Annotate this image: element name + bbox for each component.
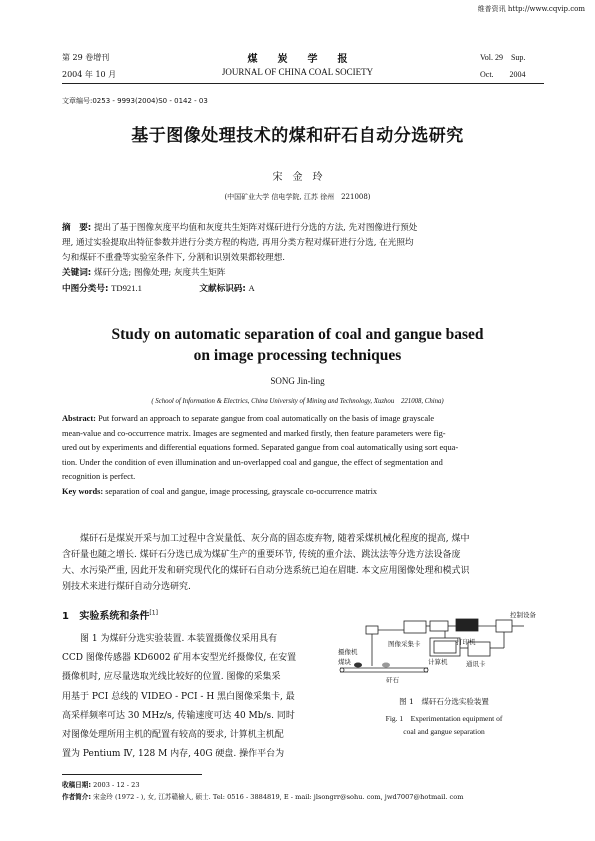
footnote-rule: [62, 774, 202, 775]
intro-line: 含矸量也随之增长. 煤矸石分选已成为煤矿生产的重要环节, 传统的重介法、跳汰法等分选方法设备庞: [62, 550, 461, 560]
section-1-line: 摄像机时, 应尽量选取光线比较好的位置. 图像的采集采: [62, 672, 281, 683]
doc-code-label: 文献标识码:: [199, 284, 246, 294]
abstract-cn-line: 提出了基于图像灰度平均值和灰度共生矩阵对煤矸进行分选的方法, 先对图像进行预处: [93, 223, 418, 233]
abstract-en: [62, 412, 546, 500]
label-comm-card: 通讯卡: [466, 660, 486, 668]
figure-1-diagram: [338, 606, 548, 696]
volume-en: Vol. 29 Sup.: [480, 53, 526, 62]
section-1-line: 对图像处理所用主机的配置有较高的要求, 计算机主机配: [62, 730, 284, 741]
capture-card-shape: [404, 621, 426, 633]
date-en: Oct. 2004: [480, 70, 526, 79]
affiliation-cn: (中国矿业大学 信电学院, 江苏 徐州 221008): [224, 193, 371, 201]
section-1-line: 用基于 PCI 总线的 VIDEO - PCI - H 黑白图像采集卡, 最: [62, 691, 295, 702]
abstract-cn-line: 匀和煤矸不重叠等实验室条件下, 分割和识别效果都较理想.: [62, 253, 286, 263]
label-printer: 打印机: [456, 638, 476, 646]
received-date: 2003 - 12 - 23: [93, 781, 140, 789]
author-info-label: 作者简介:: [62, 793, 92, 801]
paper-title-en-line: on image processing techniques: [193, 347, 402, 364]
clc-value: TD921.1: [111, 283, 142, 293]
label-camera: 摄像机: [338, 648, 358, 656]
paper-title-en: [0, 324, 595, 366]
abstract-en-line: ured out by experiments and differential equations formed. Separated gangue from coal automatically using sort equa-: [62, 443, 459, 453]
coal-piece: [354, 663, 362, 668]
received-label: 收稿日期:: [62, 781, 92, 789]
section-title: 实验系统和条件: [79, 611, 150, 622]
section-ref: [1]: [149, 609, 158, 617]
abstract-en-line: Put forward an approach to separate gangue from coal automatically on the basis of image grayscale: [98, 414, 435, 423]
keywords-cn-label: 关键词:: [62, 268, 92, 278]
watermark: 维普资讯 http://www.cqvip.com: [477, 5, 585, 13]
keywords-cn: 煤矸分选; 图像处理; 灰度共生矩阵: [93, 268, 226, 278]
label-control: 控制设备: [510, 611, 536, 619]
paper-title-en-line: Study on automatic separation of coal and gangue based: [111, 326, 484, 343]
figure-1-caption-en-1: Fig. 1 Experimentation equipment of: [385, 714, 503, 723]
abstract-en-line: mean-value and co-occurrence matrix. Images are segmented and marked firstly, then feature parameters were fig-: [62, 428, 446, 438]
header-rule: [62, 83, 544, 84]
section-1-line: CCD 图像传感器 KD6002 矿用本安型光纤摄像仪, 在安置: [62, 653, 297, 664]
abstract-en-label: Abstract:: [62, 414, 96, 423]
abstract-en-line: tion. Under the condition of even illumination and un-overlapped coal and gangue, the effect of segmentation and: [62, 457, 443, 467]
abstract-cn-line: 理, 通过实验提取出特征参数并进行分类方程的构造, 再用分类方程对煤矸进行分选, 在光照均: [62, 238, 414, 248]
section-1-line: 置为 Pentium Ⅳ, 128 M 内存, 40G 硬盘. 操作平台为: [62, 749, 285, 760]
abstract-en-line: recognition is perfect.: [62, 472, 136, 482]
volume-cn: 第 29 卷增刊: [62, 53, 110, 62]
label-capture-card: 图像采集卡: [388, 640, 421, 648]
gangue-piece: [382, 663, 390, 668]
section-1-heading: [62, 607, 158, 622]
label-computer: 计算机: [428, 658, 448, 666]
journal-title-cn: 煤 炭 学 报: [247, 54, 348, 65]
doc-code-value: A: [248, 283, 255, 293]
intro-line: 煤矸石是煤炭开采与加工过程中含炭量低、灰分高的固态废弃物, 随着采煤机械化程度的提高, 煤中: [80, 534, 470, 544]
printer-shape: [456, 619, 478, 631]
author-info: 宋金玲 (1972 - ), 女, 江苏赣榆人, 硕士. Tel: 0516 - 3884819, E - mail: jlsongrr@sohu. com, jwd7007@hotmail. com: [93, 793, 464, 801]
intro-line: 别技术来进行煤矸自动分选研究.: [62, 582, 191, 592]
section-1-text: [62, 630, 337, 764]
author-en: SONG Jin-ling: [270, 376, 325, 386]
article-id: 文章编号:0253 - 9993(2004)S0 - 0142 - 03: [62, 97, 208, 105]
label-gangue: 矸石: [386, 676, 399, 684]
intro-paragraph: [62, 531, 546, 595]
camera-shape: [366, 626, 378, 634]
clc-label: 中图分类号:: [62, 284, 109, 294]
section-number: 1: [62, 611, 69, 622]
affiliation-en: ( School of Information & Electrics, China University of Mining and Technology, Xuzhou 221008, China): [151, 398, 444, 405]
figure-1-caption-en-2: coal and gangue separation: [403, 727, 485, 736]
date-cn: 2004 年 10 月: [62, 70, 117, 79]
keywords-en-label: Key words:: [62, 486, 104, 496]
figure-1-caption-cn: 图 1 煤矸石分选实验装置: [399, 697, 489, 706]
abstract-cn-label: 摘 要:: [62, 223, 92, 233]
intro-line: 大、水污染严重, 因此开发和研究现代化的煤矸石自动分选系统已迫在眉睫. 本文应用图像处理和模式识: [62, 566, 470, 576]
paper-title-cn: 基于图像处理技术的煤和矸石自动分选研究: [131, 126, 464, 146]
keywords-en: separation of coal and gangue, image processing, grayscale co-occurrence matrix: [105, 486, 378, 496]
author-cn: 宋 金 玲: [272, 172, 323, 183]
abstract-cn: [62, 221, 544, 297]
journal-title-en: JOURNAL OF CHINA COAL SOCIETY: [221, 67, 374, 77]
section-1-line: 高采样频率可达 30 MHz/s, 传输速度可达 40 Mb/s. 同时: [62, 710, 295, 721]
section-1-line: 图 1 为煤矸分选实验装置. 本装置摄像仪采用具有: [80, 634, 278, 644]
footnote: [62, 779, 546, 803]
label-coal: 煤块: [338, 658, 351, 666]
